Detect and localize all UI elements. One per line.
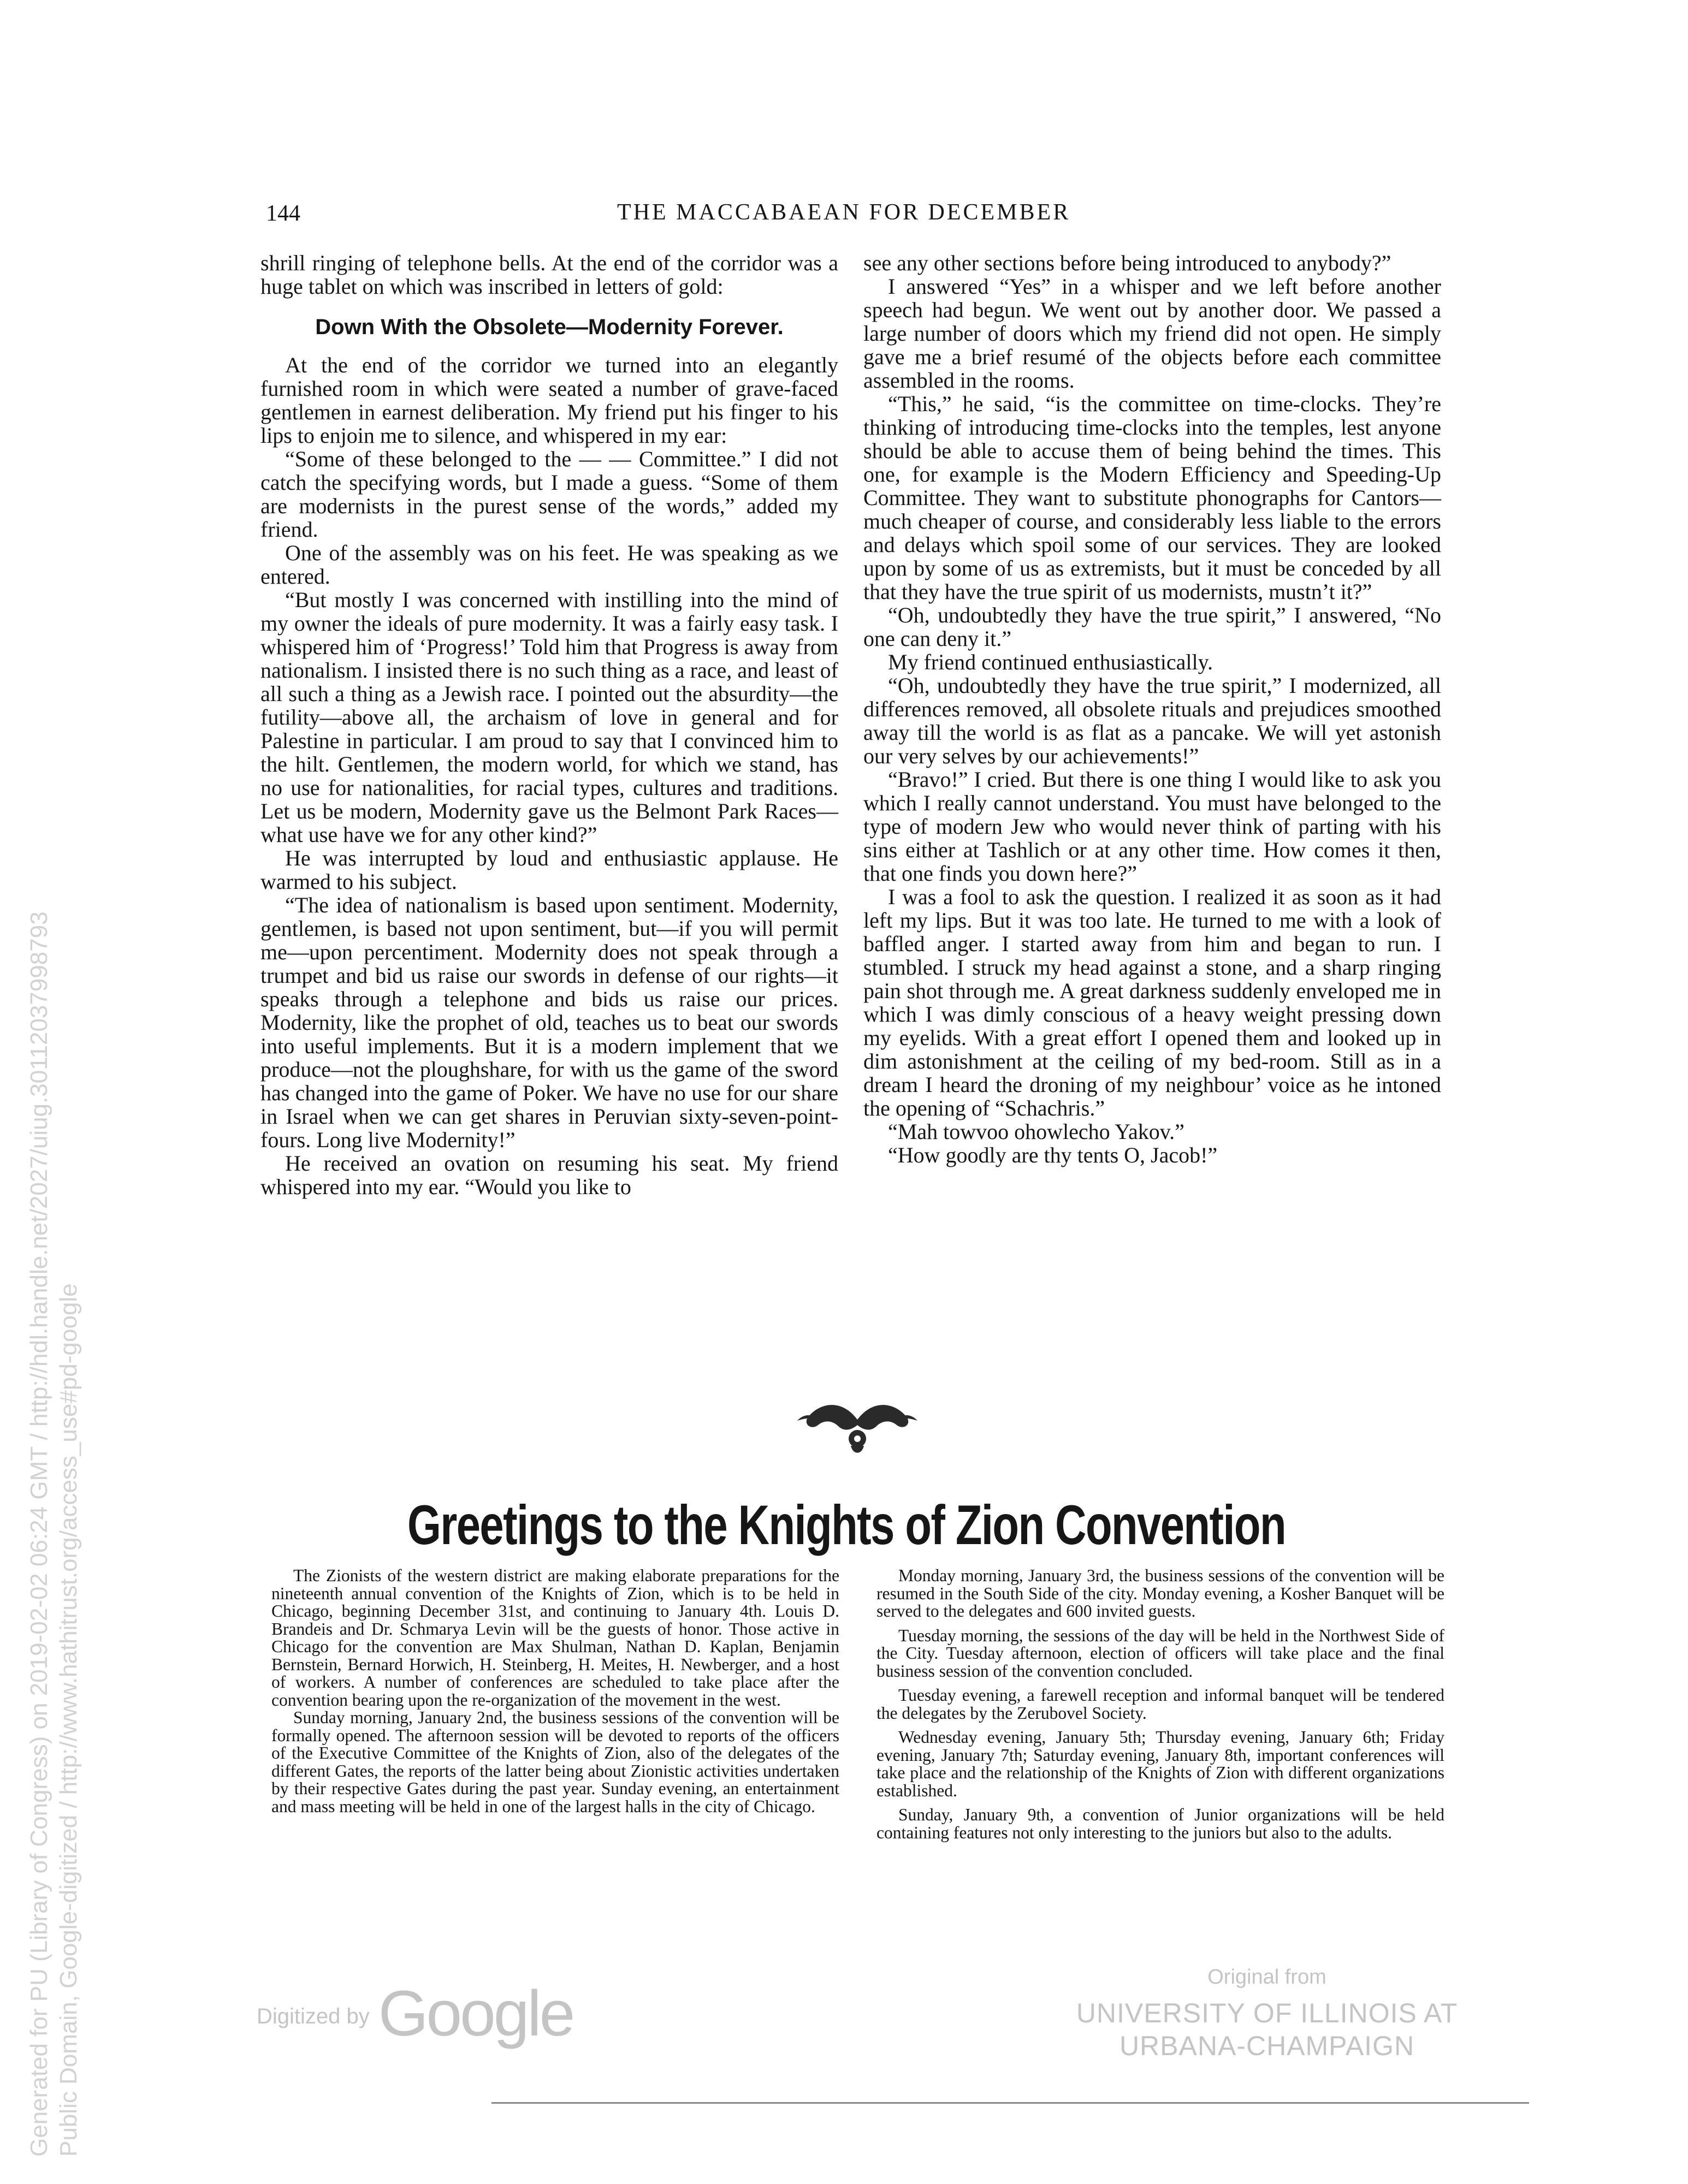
notice-heading: Greetings to the Knights of Zion Convention — [407, 1494, 1286, 1556]
article-paragraph: I was a fool to ask the question. I realized it as soon as it had left my lips. But it was too late. He turned to me with a look of baffled anger. I started away from him and began to run. I stumbled. I struck my head against a stone, and a sharp ringing pain shot through me. A great darkness suddenly enveloped me in which I was dimly conscious of a heavy weight pressing down my eyelids. With a great effort I opened them and looked up in dim astonishment at the ceiling of my bed-room. Still as in a dream I heard the droning of my neighbour’ voice as he intoned the opening of “Schachris.” — [863, 885, 1441, 1120]
notice-paragraph: Monday morning, January 3rd, the business sessions of the convention will be resumed in the South Side of the city. Monday evening, a Kosher Banquet will be served to the delegates and 600 invited guests. — [876, 1566, 1444, 1621]
article-paragraph: “Some of these belonged to the — — Committee.” I did not catch the specifying words, but I made a guess. “Some of them are modernists in the purest sense of the words,” added my friend. — [260, 447, 838, 542]
article-paragraph: “But mostly I was concerned with instilling into the mind of my owner the ideals of pure modernity. It was a fairly easy task. I whispered him of ‘Progress!’ Told him that Progress is away from nationalism. I insisted there is no such thing as a race, and least of all such a thing as a Jewish race. I pointed out the absurdity—the futility—above all, the archaism of love in general and for Palestine in particular. I am proud to say that I convinced him to the hilt. Gentlemen, the modern world, for which we stand, has no use for nationalities, for racial types, cultures and traditions. Let us be modern, Modernity gave us the Belmont Park Races—what use have we for any other kind?” — [260, 587, 838, 847]
floral-ornament-icon — [786, 1387, 928, 1463]
article-paragraph: At the end of the corridor we turned into an elegantly furnished room in which were seated a number of grave-faced gentlemen in earnest deliberation. My friend put his finger to his lips to enjoin me to silence, and whispered in my ear: — [260, 353, 838, 448]
article-paragraph: shrill ringing of telephone bells. At the end of the corridor was a huge tablet on which was inscribed in letters of gold: — [260, 251, 838, 299]
notice-paragraph: Sunday, January 9th, a convention of Junior organizations will be held containing features not only interesting to the juniors but also to the adults. — [876, 1805, 1444, 1842]
side-watermark-line2: Public Domain, Google-digitized / http://www.hathitrust.org/access_use#pd-google — [55, 1283, 82, 2157]
notice-paragraph: Tuesday morning, the sessions of the day will be held in the Northwest Side of the City. Tuesday afternoon, election of officers will take place and the final business session of the convention concluded. — [876, 1625, 1444, 1681]
notice-paragraph: The Zionists of the western district are making elaborate preparations for the nineteenth annual convention of the Knights of Zion, which is to be held in Chicago, beginning December 31st, and continuing to January 4th. Louis D. Brandeis and Dr. Schmarya Levin will be the guests of honor. Those active in Chicago for the convention are Max Shulman, Nathan D. Kaplan, Benjamin Bernstein, Bernard Horwich, H. Steinberg, H. Meites, H. Newberger, and a host of workers. A number of conferences are scheduled to take place after the convention bearing upon the re-organization of the movement in the west. — [271, 1566, 839, 1710]
digitized-by-label: Digitized by — [257, 2004, 370, 2028]
article-paragraph: see any other sections before being introduced to anybody?” — [863, 251, 1391, 275]
article-paragraph: He was interrupted by loud and enthusiastic applause. He warmed to his subject. — [260, 846, 838, 894]
article-paragraph: He received an ovation on resuming his seat. My friend whispered into my ear. “Would you like to — [260, 1151, 838, 1199]
institution-name-line2: URBANA-CHAMPAIGN — [1119, 2031, 1415, 2061]
article-paragraph: “The idea of nationalism is based upon sentiment. Modernity, gentlemen, is based not upon sentiment, but—if you will permit me—upon percentiment. Modernity does not speak through a trumpet and bid us raise our swords in defense of our rights—it speaks through a telephone and bids us raise our prices. Modernity, like the prophet of old, teaches us to beat our swords into useful implements. But it is a modern implement that we produce—not the ploughshare, for with us the game of the sword has changed into the game of Poker. We have no use for our share in Israel when we can get shares in Peruvian sixty-seven-point-fours. Long live Modernity!” — [260, 893, 838, 1152]
original-source-credit — [1059, 1966, 1474, 2062]
article-paragraph: “Bravo!” I cried. But there is one thing I would like to ask you which I really cannot understand. You must have belonged to the type of modern Jew who would never think of parting with his sins either at Tashlich or at any other time. How comes it then, that one finds you down here?” — [863, 767, 1441, 886]
article-paragraph: I answered “Yes” in a whisper and we left before another speech had begun. We went out by another door. We passed a large number of doors which my friend did not open. He simply gave me a brief resumé of the objects before each committee assembled in the rooms. — [863, 274, 1441, 393]
article-right-column — [863, 251, 1441, 1167]
google-wordmark: Google — [378, 1978, 573, 2050]
notice-left-column — [271, 1567, 839, 1815]
notice-right-column — [876, 1567, 1444, 1848]
bottom-scan-rule — [491, 2102, 1529, 2104]
original-from-label: Original from — [1207, 1966, 1326, 1989]
article-paragraph: “Oh, undoubtedly they have the true spirit,” I answered, “No one can deny it.” — [863, 603, 1441, 651]
article-paragraph: “How goodly are thy tents O, Jacob!” — [888, 1143, 1218, 1167]
notice-paragraph: Wednesday evening, January 5th; Thursday evening, January 6th; Friday evening, January 7th; Saturday evening, January 8th, important conferences will take place and the relationship of the Knights of Zion with different organizations established. — [876, 1728, 1444, 1800]
notice-paragraph: Tuesday evening, a farewell reception and informal banquet will be tendered the delegates by the Zerubovel Society. — [876, 1686, 1444, 1723]
side-watermark — [25, 911, 84, 2157]
article-paragraph: One of the assembly was on his feet. He was speaking as we entered. — [260, 541, 838, 589]
article-paragraph: “This,” he said, “is the committee on time-clocks. They’re thinking of introducing time-clocks into the temples, lest anyone should be able to accuse them of being behind the times. This one, for example is the Modern Efficiency and Speeding-Up Committee. They want to substitute phonographs for Cantors—much cheaper of course, and considerably less liable to the errors and delays which spoil some of our services. They are looked upon by some of us as extremists, but it must be conceded by all that they have the true spirit of us modernists, mustn’t it?” — [863, 391, 1441, 604]
notice-paragraph: Sunday morning, January 2nd, the business sessions of the convention will be formally opened. The afternoon session will be devoted to reports of the officers of the Executive Committee of the Knights of Zion, also of the delegates of the different Gates, the reports of the latter being about Zionistic activities undertaken by their respective Gates during the past year. Sunday evening, an entertainment and mass meeting will be held in one of the largest halls in the city of Chicago. — [271, 1708, 839, 1816]
running-title: THE MACCABAEAN FOR DECEMBER — [617, 200, 1071, 225]
tablet-inscription: Down With the Obsolete—Modernity Forever. — [315, 315, 784, 339]
article-left-column — [260, 251, 838, 1198]
article-paragraph: “Mah towvoo ohowlecho Yakov.” — [888, 1119, 1184, 1144]
digitized-by-google-logo — [257, 1977, 573, 2051]
article-paragraph: “Oh, undoubtedly they have the true spirit,” I modernized, all differences removed, all obsolete rituals and prejudices smoothed away till the world is as flat as a pancake. We will yet astonish our very selves by our achievements!” — [863, 673, 1441, 768]
page-number: 144 — [266, 201, 300, 226]
article-paragraph: My friend continued enthusiastically. — [888, 650, 1213, 674]
institution-name-line1: UNIVERSITY OF ILLINOIS AT — [1076, 1998, 1458, 2028]
side-watermark-line1: Generated for PU (Library of Congress) on 2019-02-02 06:24 GMT / http://hdl.handle.net/2027/uiug.30112037998793 — [26, 911, 52, 2157]
